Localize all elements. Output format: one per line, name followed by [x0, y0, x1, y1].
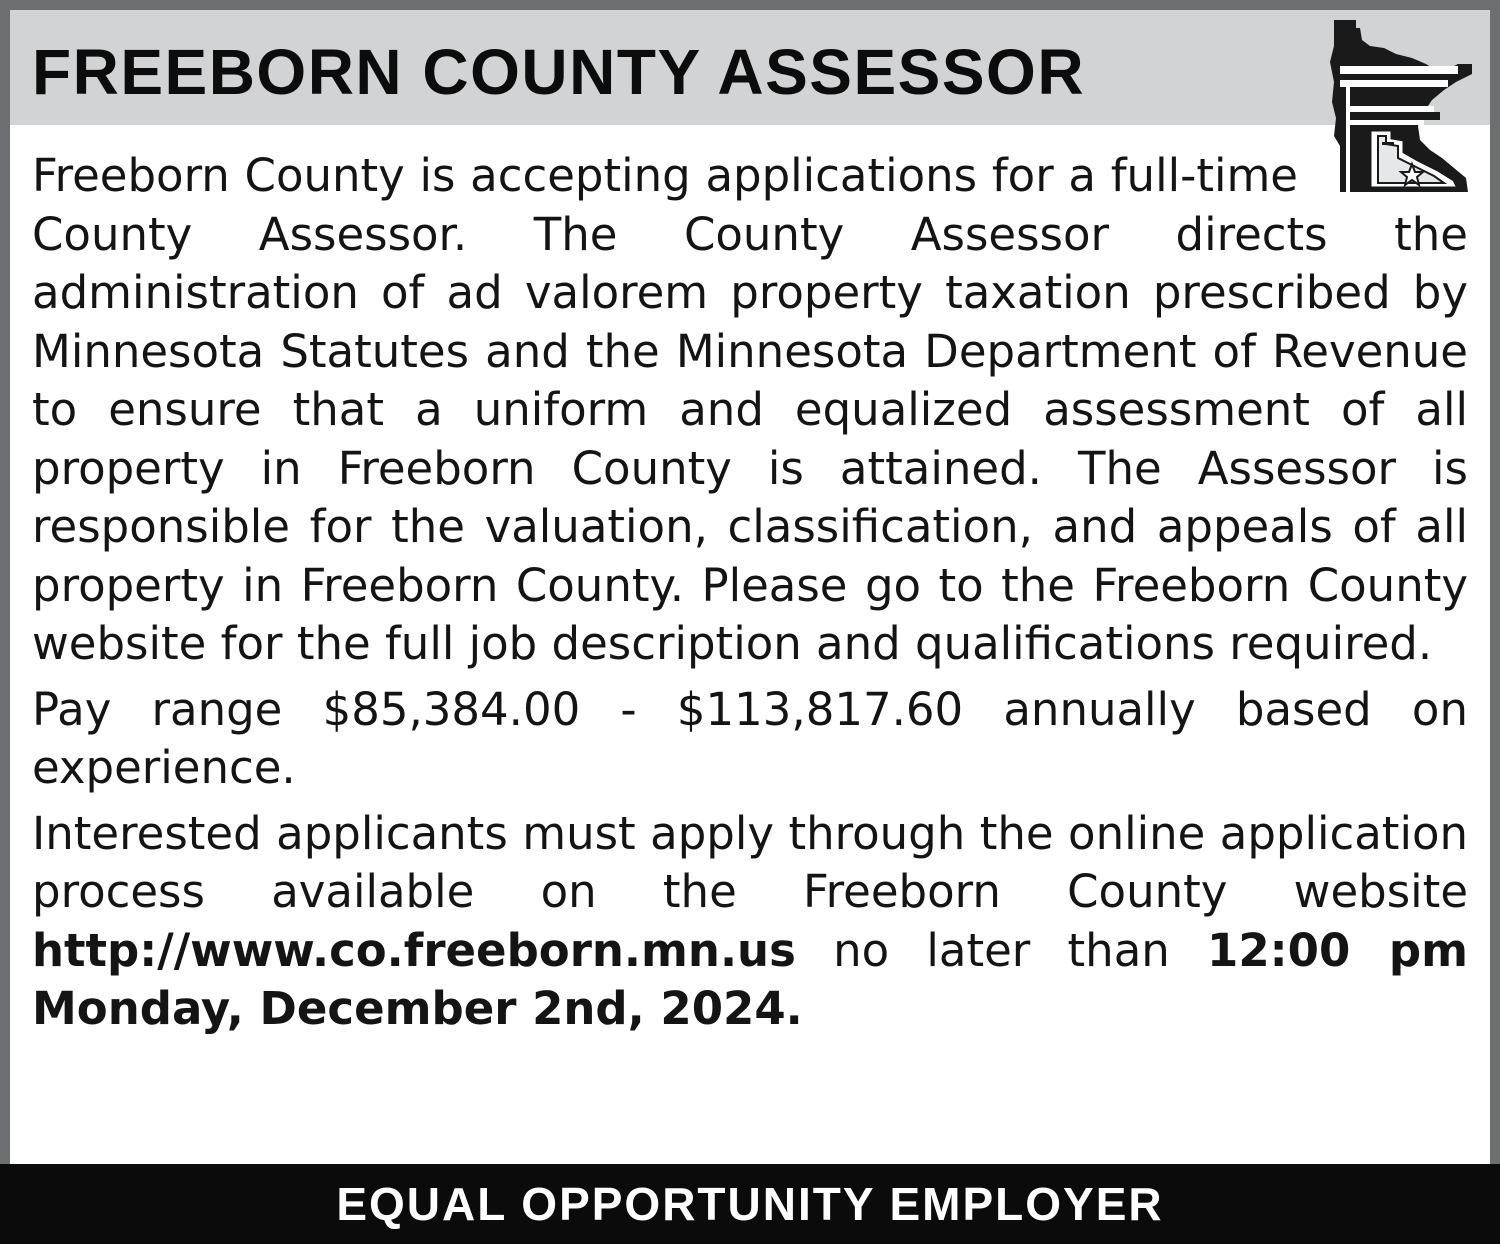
- application-deadline: 12:00 pm Monday, December 2nd, 2024.: [32, 923, 1468, 1035]
- application-instructions-paragraph: [32, 805, 1468, 1039]
- ad-body: [32, 147, 1468, 1046]
- ad-title: FREEBORN COUNTY ASSESSOR: [32, 36, 1086, 108]
- deadline-lead-text: no later than: [795, 923, 1208, 977]
- pay-range-paragraph: Pay range $85,384.00 - $113,817.60 annually based on experience.: [32, 682, 1468, 794]
- logo-spacer: [1298, 147, 1468, 199]
- job-description-text: Freeborn County is accepting applications for a full-time County Assessor. The County Assessor directs the administration of ad valorem property taxation prescribed by Minnesota Statutes and the Minnesota Department of Revenue to ensure that a uniform and equalized assessment of all property in Freeborn County is attained. The Assessor is responsible for the valuation, classification, and appeals of all property in Freeborn County. Please go to the Freeborn County website for the full job description and qualifications required.: [32, 149, 1468, 670]
- application-instructions-text: Interested applicants must apply through the online application process available on the Freeborn County website: [32, 806, 1468, 918]
- footer-band: [0, 1164, 1500, 1244]
- job-description-paragraph: [32, 147, 1468, 674]
- header-band: [10, 10, 1490, 125]
- equal-opportunity-employer-label: EQUAL OPPORTUNITY EMPLOYER: [336, 1178, 1164, 1230]
- county-website-link[interactable]: http://www.co.freeborn.mn.us: [32, 923, 796, 977]
